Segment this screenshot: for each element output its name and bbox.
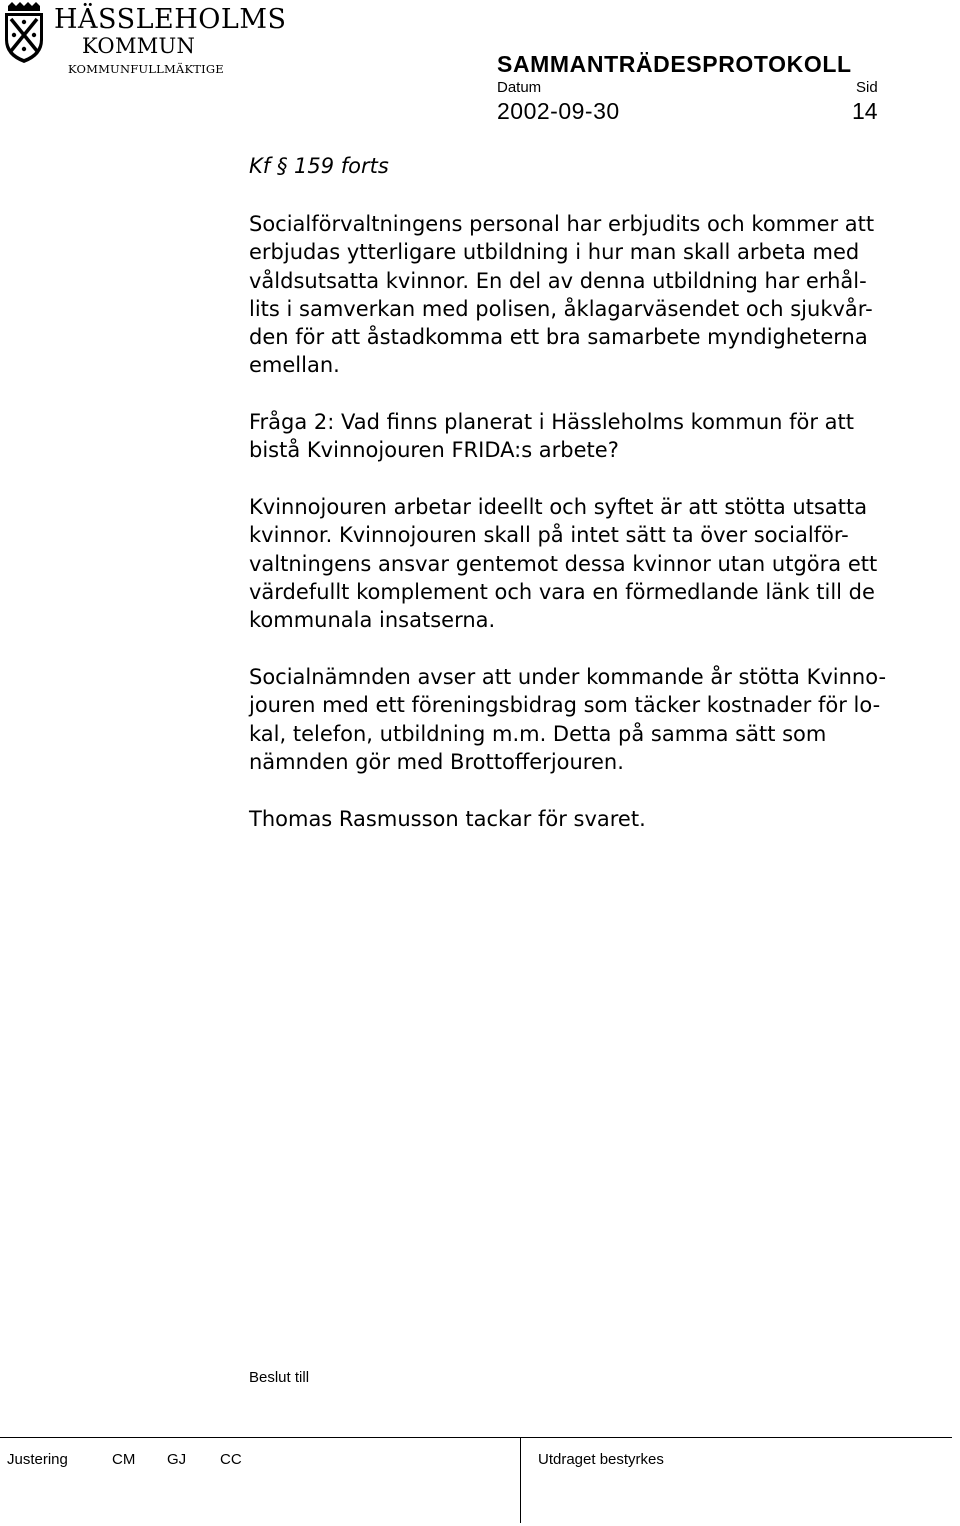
paragraph-line: kal, telefon, utbildning m.m. Detta på samma sätt som bbox=[249, 721, 827, 746]
section-heading: Kf § 159 forts bbox=[249, 154, 389, 178]
paragraph-line: nämnden gör med Brottofferjouren. bbox=[249, 749, 624, 774]
paragraph-line: Thomas Rasmusson tackar för svaret. bbox=[249, 807, 646, 831]
paragraph-line: kvinnor. Kvinnojouren skall på intet sätt ta över socialför- bbox=[249, 523, 849, 548]
paragraph-4 bbox=[249, 663, 949, 776]
footer-rule bbox=[0, 1437, 952, 1438]
paragraph-5 bbox=[249, 805, 949, 833]
logo-name-line3: KOMMUNFULLMÄKTIGE bbox=[68, 62, 224, 76]
paragraph-line: lits i samverkan med polisen, åklagarväsendet och sjukvår- bbox=[249, 296, 873, 321]
paragraph-line: Socialnämnden avser att under kommande år stötta Kvinno- bbox=[249, 665, 887, 689]
paragraph-line: kommunala insatserna. bbox=[249, 608, 496, 633]
initials-cm: CM bbox=[112, 1451, 136, 1468]
paragraph-line: erbjudas ytterligare utbildning i hur man skall arbeta med bbox=[249, 240, 860, 265]
paragraph-line: jouren med ett föreningsbidrag som täcker kostnader för lo- bbox=[249, 693, 881, 718]
municipal-crest-icon bbox=[2, 2, 46, 64]
footer-divider bbox=[520, 1437, 521, 1523]
paragraph-line: emellan. bbox=[249, 353, 340, 378]
paragraph-line: Kvinnojouren arbetar ideellt och syftet är att stötta utsatta bbox=[249, 495, 868, 519]
justering-label: Justering bbox=[7, 1451, 68, 1468]
paragraph-line: bistå Kvinnojouren FRIDA:s arbete? bbox=[249, 438, 619, 463]
document-date: 2002-09-30 bbox=[497, 98, 620, 124]
paragraph-1 bbox=[249, 210, 949, 380]
document-type-title: SAMMANTRÄDESPROTOKOLL bbox=[497, 51, 852, 77]
municipality-logo bbox=[0, 0, 287, 84]
paragraph-line: den för att åstadkomma ett bra samarbete myndigheterna bbox=[249, 325, 868, 350]
paragraph-line: Fråga 2: Vad finns planerat i Hässleholms kommun för att bbox=[249, 410, 855, 434]
page-number: 14 bbox=[852, 98, 878, 124]
paragraph-3 bbox=[249, 493, 949, 634]
logo-name-line2: KOMMUN bbox=[82, 34, 196, 58]
page-label: Sid bbox=[856, 79, 878, 96]
beslut-label: Beslut till bbox=[249, 1369, 310, 1386]
logo-name-line1: HÄSSLEHOLMS bbox=[54, 4, 287, 35]
paragraph-line: våldsutsatta kvinnor. En del av denna utbildning har erhål- bbox=[249, 268, 867, 293]
paragraph-line: värdefullt komplement och vara en förmedlande länk till de bbox=[249, 579, 875, 604]
date-label: Datum bbox=[497, 79, 542, 96]
paragraph-line: Socialförvaltningens personal har erbjudits och kommer att bbox=[249, 212, 875, 236]
initials-cc: CC bbox=[220, 1451, 242, 1468]
initials-gj: GJ bbox=[167, 1451, 187, 1468]
paragraph-line: valtningens ansvar gentemot dessa kvinnor utan utgöra ett bbox=[249, 551, 878, 576]
paragraph-question bbox=[249, 408, 949, 465]
certified-label: Utdraget bestyrkes bbox=[538, 1451, 664, 1468]
